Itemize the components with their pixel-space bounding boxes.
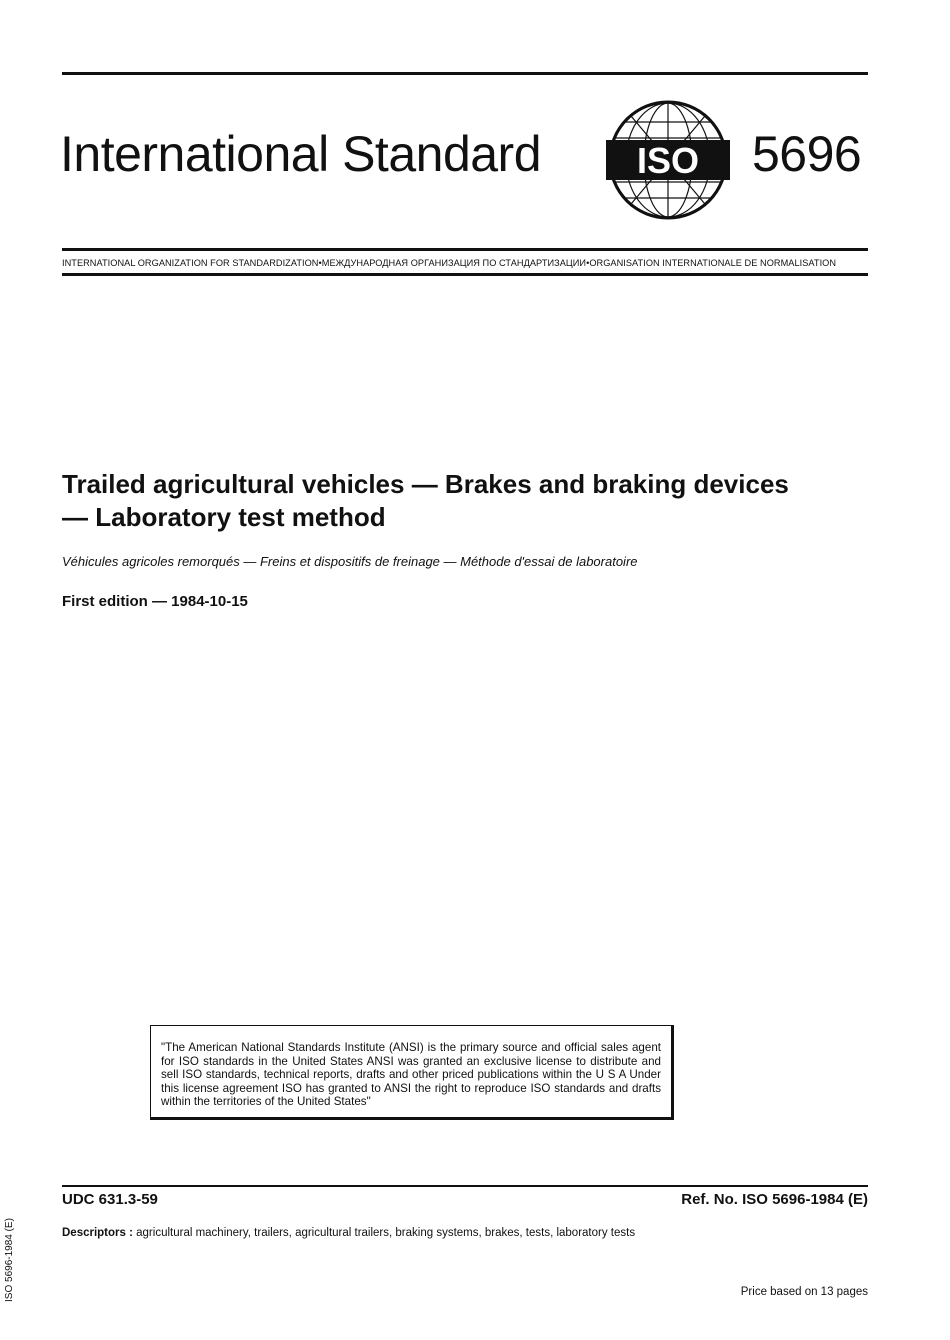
descriptors-list: agricultural machinery, trailers, agricultural trailers, braking systems, brakes, tests, laboratory tests — [136, 1227, 636, 1239]
footer-rule — [62, 1185, 868, 1187]
price-note: Price based on 13 pages — [740, 1286, 868, 1298]
udc-classification: UDC 631.3-59 — [62, 1191, 158, 1208]
edition-date: First edition — 1984-10-15 — [62, 593, 248, 610]
svg-text:ISO: ISO — [636, 140, 700, 181]
standard-type-title: International Standard — [60, 126, 542, 182]
descriptors-label: Descriptors : — [62, 1227, 133, 1239]
ansi-notice-text: "The American National Standards Institute (ANSI) is the primary source and official sales agent for ISO standards in the United States ANSI was granted an exclusive license to distribute and sell ISO standards, technical reports, drafts and other priced publications within the U S A Under this license agreement ISO has granted to ANSI the right to reproduce ISO standards and drafts within the territories of the United States" — [161, 1041, 661, 1108]
org-line-bottom-rule — [62, 273, 868, 276]
document-title: Trailed agricultural vehicles — Brakes and braking devices — Laboratory test method — [62, 469, 789, 532]
reference-number: Ref. No. ISO 5696-1984 (E) — [681, 1191, 868, 1208]
iso-logo — [606, 98, 730, 222]
organization-names: INTERNATIONAL ORGANIZATION FOR STANDARDIZATION•МЕЖДУНАРОДНАЯ ОРГАНИЗАЦИЯ ПО СТАНДАРТИЗАЦИИ•ORGANISATION INTERNATIONALE DE NORMALISATION — [62, 258, 837, 268]
ansi-notice-box — [150, 1025, 674, 1120]
header-top-rule — [62, 72, 868, 75]
descriptors-line — [62, 1225, 635, 1241]
side-reference: ISO 5696-1984 (E) — [4, 1218, 15, 1302]
document-title-french: Véhicules agricoles remorqués — Freins et dispositifs de freinage — Méthode d'essai de laboratoire — [62, 554, 638, 569]
standard-number: 5696 — [752, 126, 862, 182]
org-line-top-rule — [62, 248, 868, 251]
